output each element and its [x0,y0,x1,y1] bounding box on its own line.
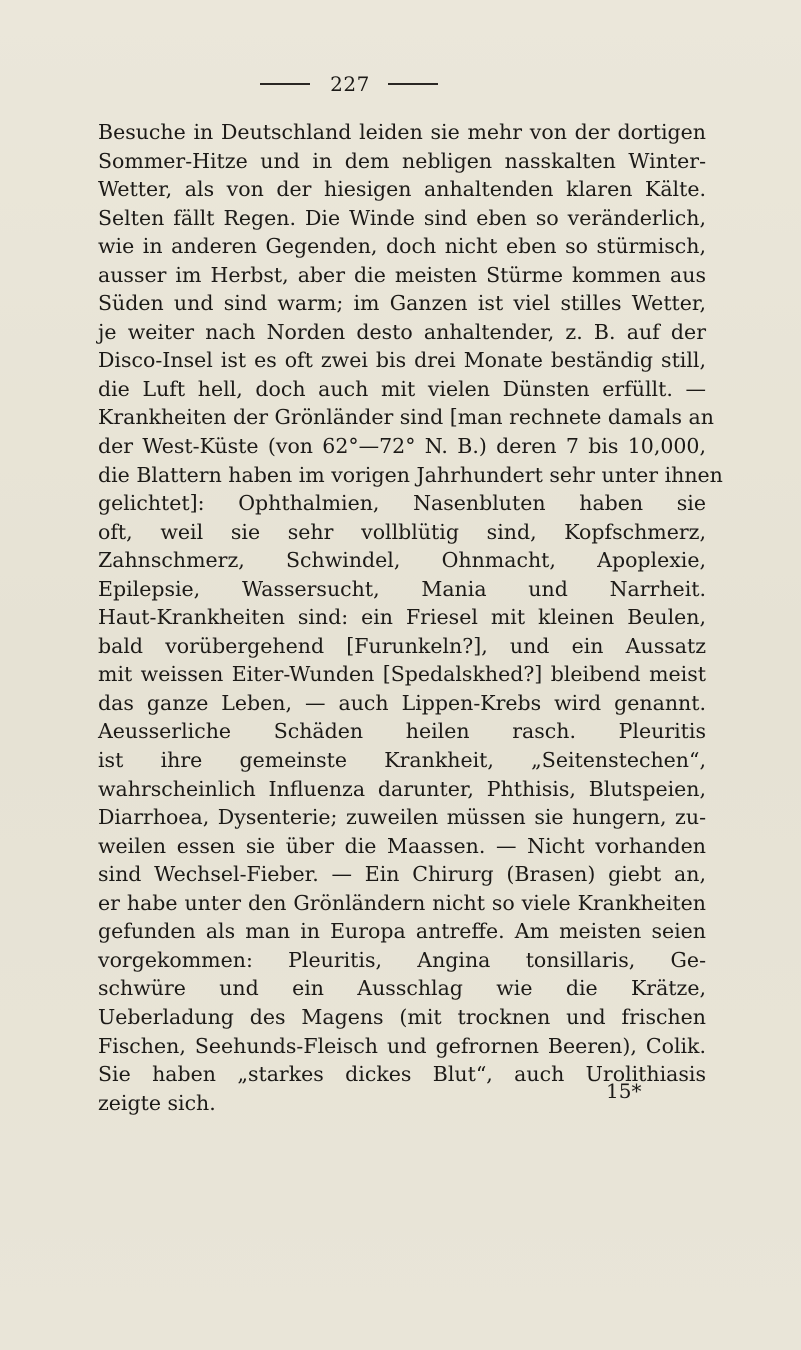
text-line: oft, weil sie sehr vollblütig sind, Kopfschmerz, [98,519,706,544]
text-line: Aeusserliche Schäden heilen rasch. Pleuritis [98,719,706,744]
text-line: Fischen, Seehunds-Fleisch und gefrornen Beeren), Colik. [98,1033,706,1058]
text-line: Besuche in Deutschland leiden sie mehr von der dortigen [98,120,706,144]
text-line: Disco-Insel ist es oft zwei bis drei Monate beständig still, [98,348,706,373]
page-header [0,72,801,102]
text-line: wahrscheinlich Influenza darunter, Phthisis, Blutspeien, [98,776,706,801]
text-line: zeigte sich. [98,1090,216,1115]
text-line: die Blattern haben im vorigen Jahrhundert sehr unter ihnen [98,462,723,487]
text-line: der West-Küste (von 62°—72° N. B.) deren 7 bis 10,000, [98,434,706,459]
text-line: weilen essen sie über die Maassen. — Nicht vorhanden [98,833,706,858]
text-line: die Luft hell, doch auch mit vielen Dünsten erfüllt. — [98,376,706,401]
text-line: Ueberladung des Magens (mit trocknen und frischen [98,1004,706,1029]
text-line: gelichtet]: Ophthalmien, Nasenbluten haben sie [98,491,706,516]
text-line: Selten fällt Regen. Die Winde sind eben so veränderlich, [98,205,706,230]
text-line: das ganze Leben, — auch Lippen-Krebs wird genannt. [98,690,706,715]
header-rule-left [260,83,310,85]
text-line: Sie haben „starkes dickes Blut“, auch Urolithiasis [98,1062,706,1087]
body-text [98,118,723,1117]
text-line: mit weissen Eiter-Wunden [Spedalskhed?] bleibend meist [98,662,706,687]
text-line: ausser im Herbst, aber die meisten Stürme kommen aus [98,262,706,287]
page-number: 227 [330,72,370,96]
text-line: gefunden als man in Europa antreffe. Am meisten seien [98,919,706,944]
text-line: wie in anderen Gegenden, doch nicht eben so stürmisch, [98,234,706,259]
text-line: Wetter, als von der hiesigen anhaltenden klaren Kälte. [98,177,706,202]
text-line: sind Wechsel-Fieber. — Ein Chirurg (Brasen) giebt an, [98,862,706,887]
text-line: Süden und sind warm; im Ganzen ist viel stilles Wetter, [98,291,706,316]
text-line: er habe unter den Grönländern nicht so viele Krankheiten [98,890,706,915]
text-line: Sommer-Hitze und in dem nebligen nasskalten Winter- [98,148,706,173]
text-line: Krankheiten der Grönländer sind [man rechnete damals an [98,405,714,430]
signature-mark: 15* [606,1079,642,1103]
text-line: ist ihre gemeinste Krankheit, „Seitenstechen“, [98,748,706,773]
text-line: Epilepsie, Wassersucht, Mania und Narrheit. [98,576,706,601]
text-line: Zahnschmerz, Schwindel, Ohnmacht, Apoplexie, [98,548,706,573]
header-rule-right [388,83,438,85]
text-line: bald vorübergehend [Furunkeln?], und ein Aussatz [98,633,706,658]
text-line: je weiter nach Norden desto anhaltender, z. B. auf der [98,319,706,344]
text-line: vorgekommen: Pleuritis, Angina tonsillaris, Ge- [98,947,706,972]
text-line: schwüre und ein Ausschlag wie die Krätze, [98,976,706,1001]
text-line: Haut-Krankheiten sind: ein Friesel mit kleinen Beulen, [98,605,706,630]
text-line: Diarrhoea, Dysenterie; zuweilen müssen sie hungern, zu- [98,805,706,830]
